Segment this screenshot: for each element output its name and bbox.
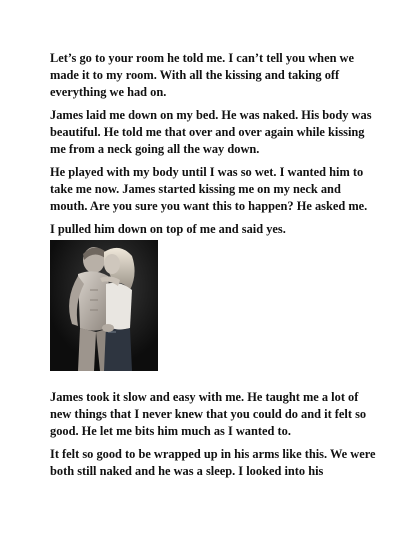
paragraph: James laid me down on my bed. He was naked. His body was beautiful. He told me that over and over again while kissing me from a neck going all the way down. (50, 108, 372, 156)
paragraph: It felt so good to be wrapped up in his arms like this. We were both still naked and he was a sleep. I looked into his (50, 447, 376, 478)
paragraph: James took it slow and easy with me. He taught me a lot of new things that I never knew that you could do and it felt so good. He let me bits him much as I wanted to. (50, 390, 367, 438)
story-text-top (50, 50, 380, 244)
paragraph: Let’s go to your room he told me. I can’t tell you when we made it to my room. With all the kissing and taking off everything we had on. (50, 51, 354, 99)
photo-illustration-icon (50, 240, 158, 371)
embrace-photo (50, 240, 158, 371)
paragraph: I pulled him down on top of me and said yes. (50, 222, 286, 236)
paragraph: He played with my body until I was so wet. I wanted him to take me now. James started kissing me on my neck and mouth. Are you sure you want this to happen? He asked me. (50, 165, 368, 213)
story-text-bottom (50, 389, 380, 486)
